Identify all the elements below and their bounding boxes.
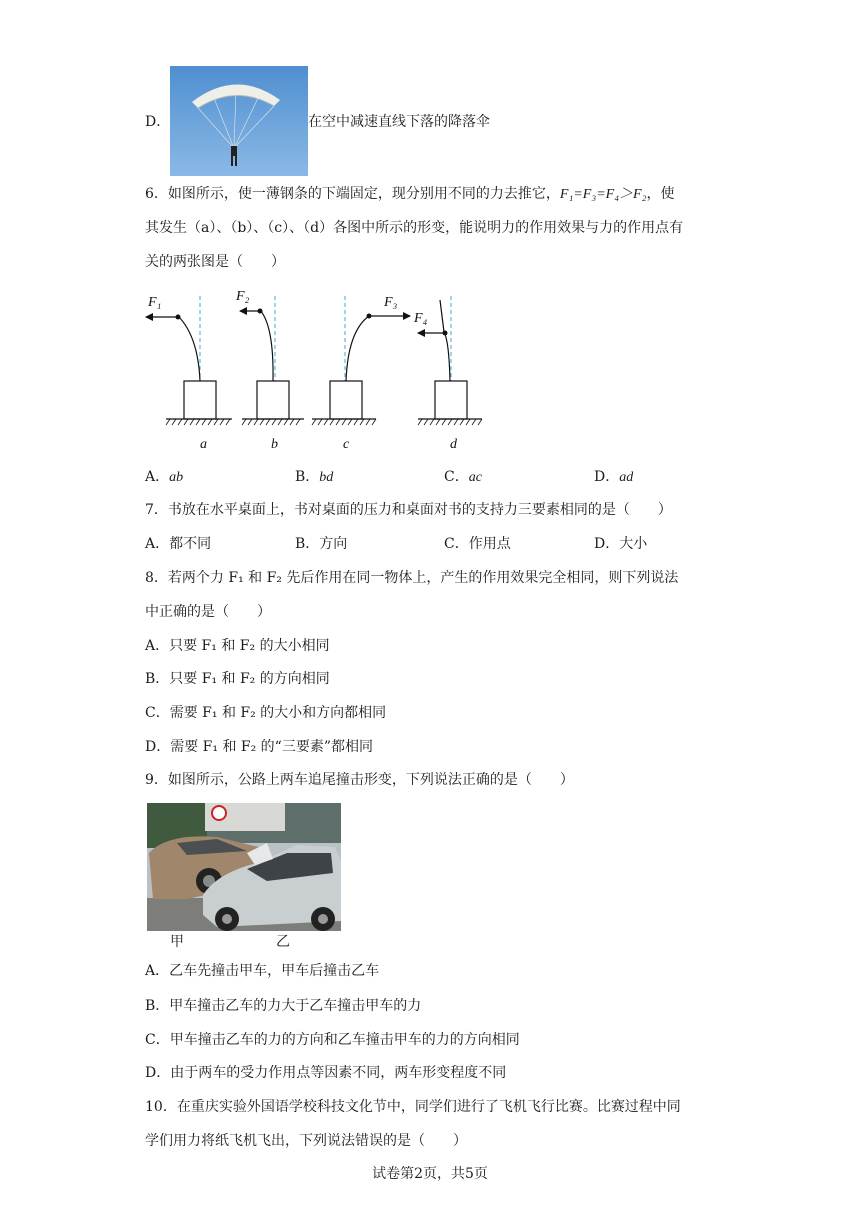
q10-stem-line1: 10．在重庆实验外国语学校科技文化节中，同学们进行了飞机飞行比赛。比赛过程中同 [145, 1099, 681, 1115]
q10-stem-line2: 学们用力将纸飞机飞出，下列说法错误的是（ ） [145, 1133, 467, 1149]
q9-stem: 9．如图所示，公路上两车追尾撞击形变，下列说法正确的是（ ） [145, 772, 574, 788]
panel-d [418, 296, 482, 425]
q9-caption-right: 乙 [276, 934, 290, 950]
q6-stem-line3: 关的两张图是（ ） [145, 254, 285, 270]
car-collision-photo [147, 803, 341, 931]
label-f2: F₂ [236, 289, 250, 304]
label-a: a [200, 437, 207, 452]
q7-option-a: A．都不同 [145, 536, 212, 552]
q9-option-b: B．甲车撞击乙车的力大于乙车撞击甲车的力 [145, 998, 422, 1014]
parachute-photo [170, 66, 308, 176]
q8-option-d: D．需要 F₁ 和 F₂ 的“三要素”都相同 [145, 739, 373, 755]
q8-option-c: C．需要 F₁ 和 F₂ 的大小和方向都相同 [145, 705, 387, 721]
q8-stem-line1: 8．若两个力 F₁ 和 F₂ 先后作用在同一物体上，产生的作用效果完全相同，则下列说法 [145, 570, 679, 586]
q9-option-c: C．甲车撞击乙车的力的方向和乙车撞击甲车的力的方向相同 [145, 1032, 520, 1048]
q6-option-c: C．ac [444, 469, 482, 485]
q7-option-d: D．大小 [594, 536, 648, 552]
steel-strip-figure [140, 286, 490, 456]
q6-stem-line1: 6．如图所示，使一薄钢条的下端固定，现分别用不同的力去推它，F₁=F₃=F₄＞F₂，使 [145, 186, 675, 202]
label-f4: F₄ [414, 311, 428, 326]
q7-option-b: B．方向 [295, 536, 348, 552]
panel-c [312, 296, 410, 425]
q6-option-b: B．bd [295, 469, 334, 485]
label-d: d [450, 437, 457, 452]
q9-caption-left: 甲 [170, 934, 184, 950]
label-f3: F₃ [384, 295, 398, 310]
page-footer: 试卷第2页，共5页 [372, 1166, 488, 1182]
q5-option-d-label: D． [145, 114, 171, 130]
label-b: b [271, 437, 278, 452]
q6-option-d: D．ad [594, 469, 634, 485]
q6-stem-line2: 其发生（a）、（b）、（c）、（d）各图中所示的形变，能说明力的作用效果与力的作用点有 [145, 220, 684, 236]
panel-b [240, 296, 304, 425]
q7-stem: 7．书放在水平桌面上，书对桌面的压力和桌面对书的支持力三要素相同的是（ ） [145, 502, 672, 518]
q5-option-d-text: 在空中减速直线下落的降落伞 [308, 114, 490, 130]
q9-option-a: A．乙车先撞击甲车，甲车后撞击乙车 [145, 963, 380, 979]
q8-option-b: B．只要 F₁ 和 F₂ 的方向相同 [145, 671, 330, 687]
q7-option-c: C．作用点 [444, 536, 511, 552]
q8-stem-line2: 中正确的是（ ） [145, 604, 271, 620]
label-f1: F₁ [148, 295, 162, 310]
q8-option-a: A．只要 F₁ 和 F₂ 的大小相同 [145, 638, 330, 654]
label-c: c [343, 437, 350, 452]
panel-a [146, 296, 232, 425]
q6-option-a: A．ab [145, 469, 184, 485]
q9-option-d: D．由于两车的受力作用点等因素不同，两车形变程度不同 [145, 1065, 507, 1081]
